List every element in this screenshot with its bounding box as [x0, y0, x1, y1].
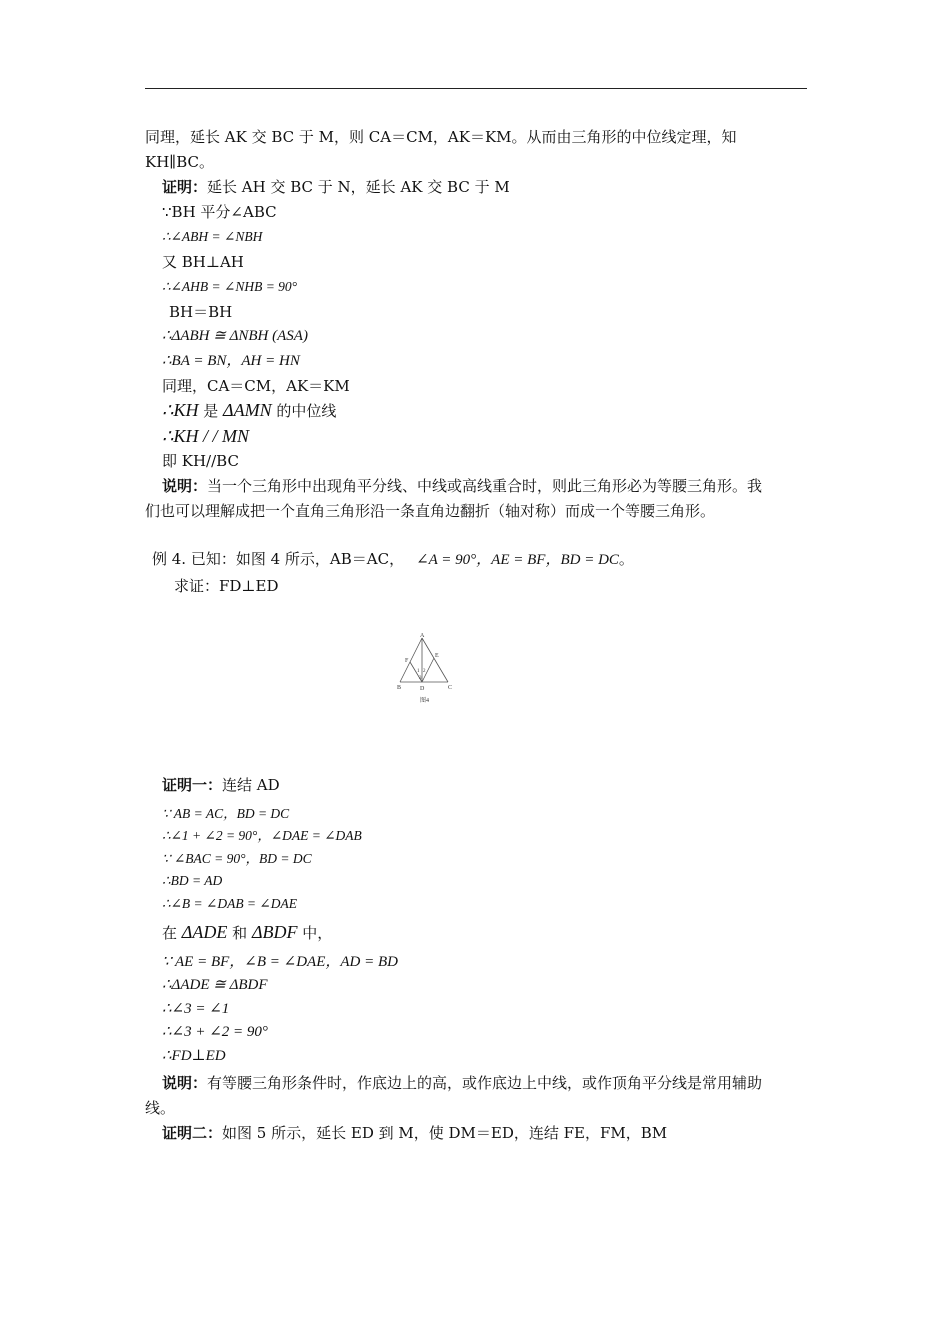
proof-step: ∴∠AHB = ∠NHB = 90° [162, 279, 298, 294]
proof-step: ∴BA = BN，AH = HN [162, 353, 300, 369]
label-b: B [397, 685, 402, 691]
text: 和 [232, 924, 248, 942]
note-cont: 们也可以理解成把一个直角三角形沿一条直角边翻折（轴对称）而成一个等腰三角形。 [145, 502, 716, 520]
example-statement [152, 549, 634, 570]
proof-step: ∴∠3 + ∠2 = 90° [162, 1024, 268, 1040]
label-angle-1: 1 [417, 669, 420, 674]
example-goal: 求证：FD⊥ED [174, 577, 279, 595]
label-a: A [420, 633, 425, 639]
label-d: D [420, 686, 425, 692]
math: ∴KH [162, 400, 199, 420]
proof-step: ∴FD⊥ED [162, 1048, 226, 1064]
proof-step [162, 922, 332, 943]
proof-heading [162, 1123, 667, 1143]
header-rule [145, 88, 807, 89]
math: ΔBDF [251, 922, 298, 942]
label-angle-2: 2 [423, 669, 426, 674]
text: 的中位线 [276, 402, 337, 420]
proof-text: 延长 AH 交 BC 于 N，延长 AK 交 BC 于 M [207, 178, 510, 196]
proof-step: ∵ AB = AC，BD = DC [162, 806, 290, 821]
figure-caption: 图4 [420, 698, 430, 704]
note-label: 说明： [162, 477, 208, 495]
label-angle-3: 3 [419, 676, 422, 681]
proof-step: ∵ AE = BF，∠B = ∠DAE，AD = BD [162, 954, 398, 970]
text: 是 [203, 402, 219, 420]
note-text: 有等腰三角形条件时，作底边上的高，或作底边上中线，或作顶角平分线是常用辅助 [207, 1074, 763, 1092]
proof-step: BH＝BH [169, 303, 233, 321]
label-e: E [435, 653, 439, 659]
example-math: ∠A = 90°，AE = BF，BD = DC [416, 552, 619, 568]
text-line: 同理，延长 AK 交 BC 于 M，则 CA＝CM，AK＝KM。从而由三角形的中位线定理，知 [145, 128, 737, 146]
proof-step: ∴∠B = ∠DAB = ∠DAE [162, 896, 297, 911]
proof-step: ∴∠1 + ∠2 = 90°，∠DAE = ∠DAB [162, 828, 362, 843]
example-text: 例 4. 已知：如图 4 所示，AB＝AC， [152, 550, 405, 568]
note-text: 当一个三角形中出现角平分线、中线或高线重合时，则此三角形必为等腰三角形。我 [207, 477, 763, 495]
proof-label: 证明二： [162, 1124, 223, 1142]
proof-step: ∴∠3 = ∠1 [162, 1001, 230, 1017]
proof-step [162, 400, 336, 421]
figure-4 [394, 632, 458, 706]
proof-step: ∴∠ABH = ∠NBH [162, 229, 263, 244]
proof-label: 证明： [162, 178, 208, 196]
proof-label: 证明一： [162, 776, 223, 794]
proof-step: ∴BD = AD [162, 873, 223, 888]
math: ΔADE [181, 922, 228, 942]
text: 在 [162, 924, 178, 942]
proof-step: ∵ ∠BAC = 90°，BD = DC [162, 851, 312, 866]
proof-step: 即 KH//BC [162, 452, 239, 470]
text: 中， [302, 924, 333, 942]
note-cont: 线。 [145, 1099, 176, 1117]
proof-heading [162, 775, 280, 795]
proof-step: ∴ΔABH ≅ ΔNBH (ASA) [162, 328, 308, 344]
label-c: C [448, 685, 453, 691]
note [162, 1073, 762, 1093]
example-end: 。 [618, 550, 634, 568]
note [162, 476, 762, 496]
proof-text: 连结 AD [222, 776, 280, 794]
proof-heading [162, 177, 510, 197]
proof-text: 如图 5 所示，延长 ED 到 M，使 DM＝ED，连结 FE，FM，BM [222, 1124, 668, 1142]
proof-step: ∵BH 平分∠ABC [162, 203, 277, 221]
proof-step: ∴ΔADE ≅ ΔBDF [162, 977, 268, 993]
proof-step: 同理，CA＝CM，AK＝KM [162, 377, 350, 395]
proof-step: ∴KH / / MN [162, 426, 249, 446]
math: ΔAMN [223, 400, 272, 420]
side-ac [422, 638, 448, 682]
text-line: KH∥BC。 [145, 153, 214, 171]
proof-step: 又 BH⊥AH [162, 253, 244, 271]
note-label: 说明： [162, 1074, 208, 1092]
label-f: F [405, 658, 409, 664]
